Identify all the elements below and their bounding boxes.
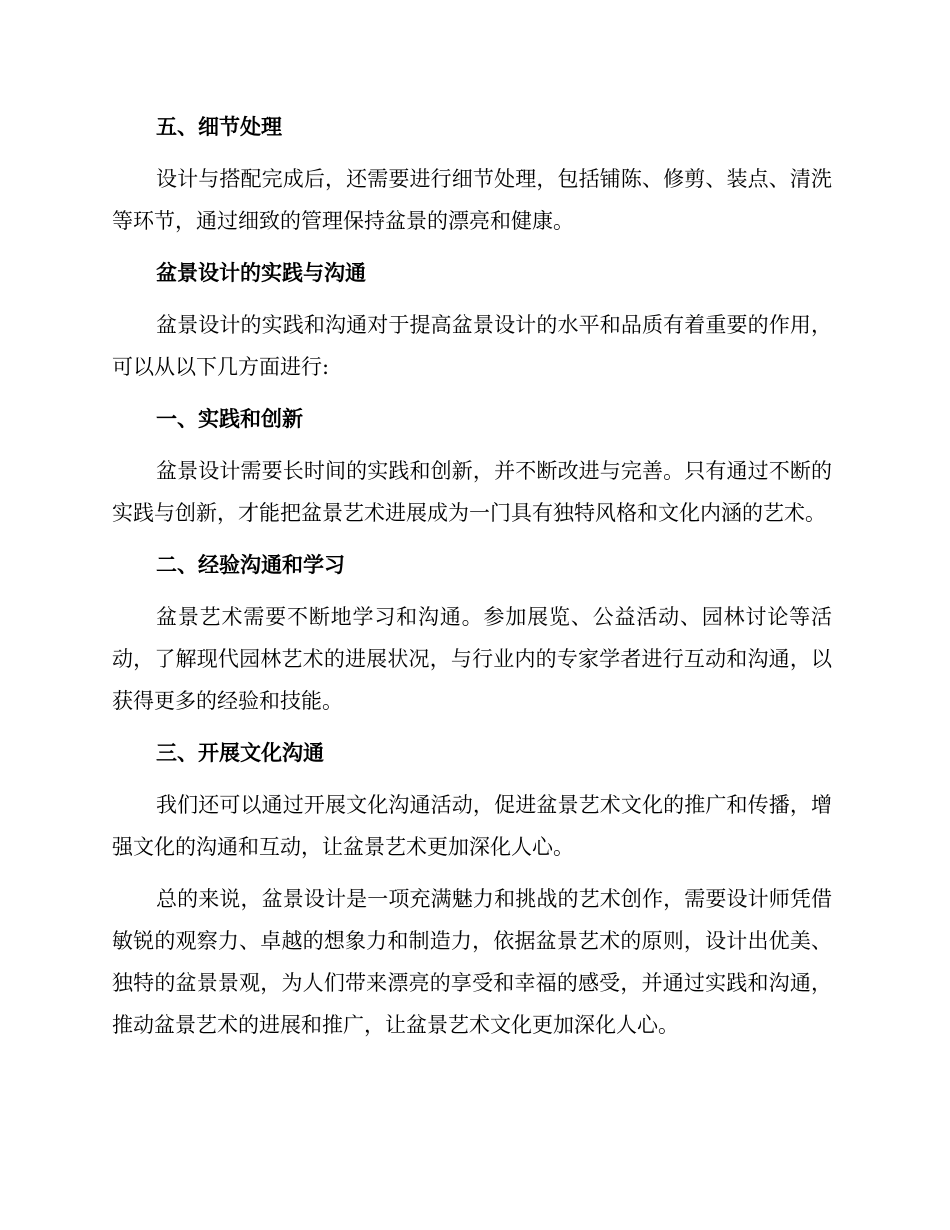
paragraph-detail-processing: 设计与搭配完成后，还需要进行细节处理，包括铺陈、修剪、装点、清洗等环节，通过细致的管理保持盆景的漂亮和健康。 [112,167,832,233]
document-page [112,106,832,1056]
section-heading-practice-communication: 盆景设计的实践与沟通 [156,261,366,285]
section-heading-practice-innovation: 一、实践和创新 [156,407,303,431]
section-heading-cultural-communication: 三、开展文化沟通 [156,741,324,765]
section-heading-experience-learning: 二、经验沟通和学习 [156,553,345,577]
section-heading-detail-processing: 五、细节处理 [156,115,282,139]
paragraph-conclusion: 总的来说，盆景设计是一项充满魅力和挑战的艺术创作，需要设计师凭借敏锐的观察力、卓越的想象力和制造力，依据盆景艺术的原则，设计出优美、独特的盆景景观，为人们带来漂亮的享受和幸福的感受，并通过实践和沟通，推动盆景艺术的进展和推广，让盆景艺术文化更加深化人心。 [112,887,832,1037]
paragraph-experience-learning: 盆景艺术需要不断地学习和沟通。参加展览、公益活动、园林讨论等活动，了解现代园林艺术的进展状况，与行业内的专家学者进行互动和沟通，以获得更多的经验和技能。 [112,605,832,713]
paragraph-cultural-communication: 我们还可以通过开展文化沟通活动，促进盆景艺术文化的推广和传播，增强文化的沟通和互动，让盆景艺术更加深化人心。 [112,793,832,859]
paragraph-practice-innovation: 盆景设计需要长时间的实践和创新，并不断改进与完善。只有通过不断的实践与创新，才能把盆景艺术进展成为一门具有独特风格和文化内涵的艺术。 [112,459,832,525]
paragraph-practice-communication-intro: 盆景设计的实践和沟通对于提高盆景设计的水平和品质有着重要的作用，可以从以下几方面进行: [112,313,832,379]
